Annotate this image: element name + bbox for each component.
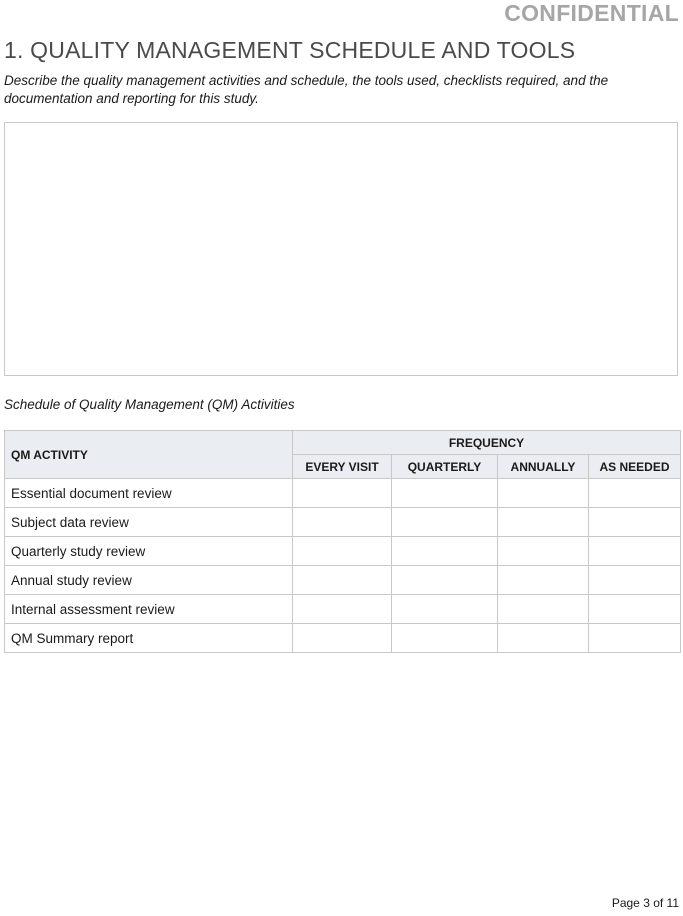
frequency-cell[interactable] bbox=[589, 537, 681, 566]
frequency-col-quarterly: QUARTERLY bbox=[392, 455, 498, 479]
frequency-cell[interactable] bbox=[589, 624, 681, 653]
frequency-cell[interactable] bbox=[498, 624, 589, 653]
section-description: Describe the quality management activities and schedule, the tools used, checklists required, and the documentation and reporting for this study. bbox=[4, 73, 609, 106]
frequency-cell[interactable] bbox=[589, 566, 681, 595]
frequency-cell[interactable] bbox=[589, 595, 681, 624]
qm-activity-header: QM ACTIVITY bbox=[5, 431, 293, 479]
frequency-cell[interactable] bbox=[498, 508, 589, 537]
activity-name: Subject data review bbox=[5, 508, 293, 537]
frequency-cell[interactable] bbox=[392, 624, 498, 653]
frequency-cell[interactable] bbox=[589, 508, 681, 537]
table-row bbox=[5, 508, 681, 537]
activity-name: Annual study review bbox=[5, 566, 293, 595]
description-entry-box[interactable] bbox=[4, 122, 678, 376]
frequency-cell[interactable] bbox=[498, 479, 589, 508]
frequency-cell[interactable] bbox=[293, 508, 392, 537]
table-row bbox=[5, 479, 681, 508]
activity-name: Quarterly study review bbox=[5, 537, 293, 566]
frequency-cell[interactable] bbox=[498, 595, 589, 624]
frequency-cell[interactable] bbox=[293, 566, 392, 595]
frequency-cell[interactable] bbox=[392, 566, 498, 595]
activity-name: Essential document review bbox=[5, 479, 293, 508]
activity-name: QM Summary report bbox=[5, 624, 293, 653]
activity-name: Internal assessment review bbox=[5, 595, 293, 624]
frequency-cell[interactable] bbox=[392, 508, 498, 537]
page-number: Page 3 of 11 bbox=[611, 896, 679, 910]
table-row bbox=[5, 595, 681, 624]
page-title: 1. QUALITY MANAGEMENT SCHEDULE AND TOOLS bbox=[4, 37, 576, 63]
table-row bbox=[5, 566, 681, 595]
frequency-cell[interactable] bbox=[392, 479, 498, 508]
frequency-cell[interactable] bbox=[293, 595, 392, 624]
frequency-col-as-needed: AS NEEDED bbox=[589, 455, 681, 479]
table-row bbox=[5, 624, 681, 653]
confidential-label: CONFIDENTIAL bbox=[504, 0, 679, 26]
frequency-col-annually: ANNUALLY bbox=[498, 455, 589, 479]
frequency-header: FREQUENCY bbox=[293, 431, 681, 455]
frequency-cell[interactable] bbox=[293, 537, 392, 566]
frequency-cell[interactable] bbox=[589, 479, 681, 508]
frequency-cell[interactable] bbox=[498, 566, 589, 595]
frequency-cell[interactable] bbox=[498, 537, 589, 566]
frequency-cell[interactable] bbox=[392, 537, 498, 566]
frequency-cell[interactable] bbox=[392, 595, 498, 624]
qm-schedule-table bbox=[4, 430, 681, 653]
frequency-cell[interactable] bbox=[293, 624, 392, 653]
frequency-cell[interactable] bbox=[293, 479, 392, 508]
table-row bbox=[5, 537, 681, 566]
schedule-subtitle: Schedule of Quality Management (QM) Activities bbox=[4, 397, 295, 412]
frequency-col-every-visit: EVERY VISIT bbox=[293, 455, 392, 479]
